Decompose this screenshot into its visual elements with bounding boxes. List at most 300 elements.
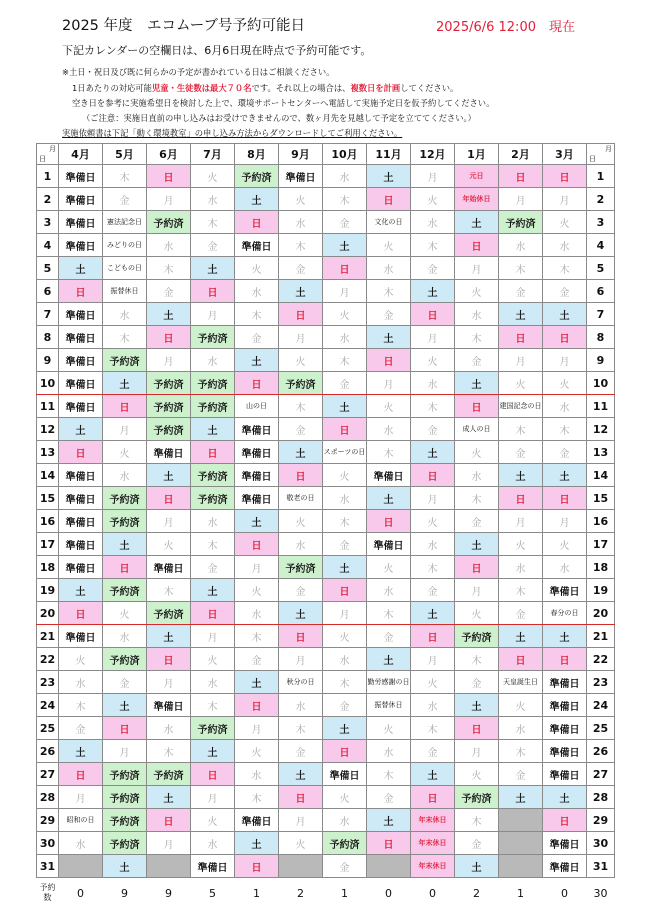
available-day-cell[interactable]: 水: [103, 464, 147, 487]
available-day-cell[interactable]: 木: [59, 694, 103, 717]
prep-day-cell: 準備日: [235, 809, 279, 832]
available-day-cell[interactable]: 月: [543, 349, 587, 372]
available-day-cell[interactable]: 水: [499, 556, 543, 579]
saturday-cell: 土: [59, 257, 103, 280]
available-day-cell[interactable]: 木: [499, 579, 543, 602]
available-day-cell[interactable]: 火: [499, 372, 543, 395]
available-day-cell[interactable]: 月: [323, 280, 367, 303]
saturday-cell: 土: [235, 349, 279, 372]
available-day-cell[interactable]: 月: [411, 487, 455, 510]
available-day-cell[interactable]: 木: [543, 418, 587, 441]
available-day-cell[interactable]: 水: [191, 349, 235, 372]
day-row: [37, 326, 615, 349]
available-day-cell[interactable]: 金: [59, 717, 103, 740]
available-day-cell[interactable]: 水: [367, 740, 411, 763]
available-day-cell[interactable]: 金: [455, 349, 499, 372]
saturday-cell: 土: [147, 786, 191, 809]
available-day-cell[interactable]: 木: [191, 533, 235, 556]
sunday-cell: 日: [279, 464, 323, 487]
reserved-cell: 予約済: [103, 832, 147, 855]
prep-day-cell: 準備日: [543, 740, 587, 763]
available-day-cell[interactable]: 木: [235, 625, 279, 648]
available-day-cell[interactable]: 火: [367, 556, 411, 579]
available-day-cell[interactable]: 金: [543, 280, 587, 303]
available-day-cell[interactable]: 月: [191, 303, 235, 326]
sunday-cell: 日: [235, 855, 279, 878]
available-day-cell[interactable]: 月: [147, 349, 191, 372]
day-number: 12: [587, 418, 615, 441]
available-day-cell[interactable]: 木: [367, 763, 411, 786]
available-day-cell[interactable]: 木: [499, 418, 543, 441]
available-day-cell[interactable]: 水: [59, 832, 103, 855]
available-day-cell[interactable]: 火: [235, 740, 279, 763]
day-number: 3: [37, 211, 59, 234]
saturday-cell: 土: [323, 395, 367, 418]
available-day-cell[interactable]: 火: [103, 441, 147, 464]
available-day-cell[interactable]: 水: [191, 832, 235, 855]
available-day-cell[interactable]: 水: [543, 556, 587, 579]
available-day-cell[interactable]: 月: [147, 832, 191, 855]
available-day-cell[interactable]: 金: [411, 418, 455, 441]
corner-day-label: 日: [589, 155, 596, 163]
available-day-cell[interactable]: 金: [499, 441, 543, 464]
prep-day-cell: 準備日: [543, 832, 587, 855]
available-day-cell[interactable]: 木: [455, 809, 499, 832]
available-day-cell[interactable]: 木: [279, 395, 323, 418]
day-number: 1: [37, 165, 59, 188]
available-day-cell[interactable]: 金: [411, 257, 455, 280]
available-day-cell[interactable]: 月: [103, 740, 147, 763]
available-day-cell[interactable]: 水: [543, 395, 587, 418]
sunday-cell: 日: [367, 349, 411, 372]
available-day-cell[interactable]: 木: [147, 579, 191, 602]
available-day-cell[interactable]: 木: [279, 234, 323, 257]
available-day-cell[interactable]: 水: [323, 165, 367, 188]
available-day-cell[interactable]: 金: [191, 556, 235, 579]
available-day-cell[interactable]: 金: [279, 257, 323, 280]
available-day-cell[interactable]: 火: [323, 464, 367, 487]
available-day-cell[interactable]: 水: [59, 671, 103, 694]
reserved-cell: 予約済: [147, 602, 191, 625]
available-day-cell[interactable]: 金: [367, 625, 411, 648]
sunday-cell: 日: [499, 487, 543, 510]
available-day-cell[interactable]: 木: [411, 234, 455, 257]
available-day-cell[interactable]: 金: [455, 671, 499, 694]
available-day-cell[interactable]: 月: [411, 326, 455, 349]
available-day-cell[interactable]: 月: [103, 418, 147, 441]
available-day-cell[interactable]: 木: [191, 694, 235, 717]
available-day-cell[interactable]: 火: [367, 717, 411, 740]
saturday-cell: 土: [191, 740, 235, 763]
day-row: [37, 648, 615, 671]
saturday-cell: 土: [279, 763, 323, 786]
available-day-cell[interactable]: 火: [455, 280, 499, 303]
available-day-cell[interactable]: 金: [147, 280, 191, 303]
available-day-cell[interactable]: 火: [367, 395, 411, 418]
reserved-cell: 予約済: [103, 786, 147, 809]
available-day-cell[interactable]: 月: [147, 671, 191, 694]
available-day-cell[interactable]: 木: [191, 211, 235, 234]
sunday-cell: 日: [543, 487, 587, 510]
available-day-cell[interactable]: 火: [543, 372, 587, 395]
available-day-cell[interactable]: 水: [323, 487, 367, 510]
month-header: 2月: [499, 144, 543, 165]
available-day-cell[interactable]: 金: [323, 372, 367, 395]
available-day-cell[interactable]: 火: [235, 257, 279, 280]
corner-cell-left: [37, 144, 59, 165]
day-number: 6: [37, 280, 59, 303]
available-day-cell[interactable]: 木: [455, 487, 499, 510]
available-day-cell[interactable]: 金: [499, 763, 543, 786]
saturday-cell: 土: [455, 533, 499, 556]
available-day-cell[interactable]: 水: [191, 671, 235, 694]
available-day-cell[interactable]: 月: [235, 717, 279, 740]
saturday-cell: 土: [103, 372, 147, 395]
sunday-cell: 日: [147, 326, 191, 349]
prep-day-cell: 準備日: [59, 349, 103, 372]
available-day-cell[interactable]: 火: [191, 165, 235, 188]
available-day-cell[interactable]: 火: [279, 832, 323, 855]
available-day-cell[interactable]: 月: [59, 786, 103, 809]
day-number: 15: [587, 487, 615, 510]
available-day-cell[interactable]: 水: [455, 303, 499, 326]
available-day-cell[interactable]: 水: [235, 280, 279, 303]
holiday-cell: 昭和の日: [59, 809, 103, 832]
available-day-cell[interactable]: 水: [499, 717, 543, 740]
available-day-cell[interactable]: 火: [411, 188, 455, 211]
available-day-cell[interactable]: 水: [411, 372, 455, 395]
sunday-cell: 日: [367, 832, 411, 855]
available-day-cell[interactable]: 火: [411, 671, 455, 694]
available-day-cell[interactable]: 月: [147, 510, 191, 533]
available-day-cell[interactable]: 火: [103, 602, 147, 625]
day-row: [37, 510, 615, 533]
available-day-cell[interactable]: 水: [279, 533, 323, 556]
available-day-cell[interactable]: 木: [455, 648, 499, 671]
day-row: [37, 556, 615, 579]
reserved-cell: 予約済: [191, 464, 235, 487]
available-day-cell[interactable]: 火: [411, 349, 455, 372]
available-day-cell[interactable]: 火: [543, 533, 587, 556]
month-header: 7月: [191, 144, 235, 165]
prep-day-cell: 準備日: [147, 694, 191, 717]
available-day-cell[interactable]: 金: [323, 533, 367, 556]
available-day-cell[interactable]: 月: [499, 510, 543, 533]
available-day-cell[interactable]: 金: [367, 303, 411, 326]
reserved-cell: 予約済: [455, 625, 499, 648]
available-day-cell[interactable]: 木: [279, 717, 323, 740]
available-day-cell[interactable]: 木: [323, 671, 367, 694]
prep-day-cell: 準備日: [367, 533, 411, 556]
saturday-cell: 土: [191, 418, 235, 441]
day-number: 30: [37, 832, 59, 855]
holiday-cell: 山の日: [235, 395, 279, 418]
available-day-cell[interactable]: 水: [323, 326, 367, 349]
saturday-cell: 土: [543, 786, 587, 809]
available-day-cell[interactable]: 月: [279, 809, 323, 832]
available-day-cell[interactable]: 金: [411, 740, 455, 763]
available-day-cell[interactable]: 金: [499, 602, 543, 625]
available-day-cell[interactable]: 金: [499, 280, 543, 303]
holiday-cell: 成人の日: [455, 418, 499, 441]
available-day-cell[interactable]: 金: [323, 211, 367, 234]
available-day-cell[interactable]: 水: [235, 763, 279, 786]
day-number: 27: [587, 763, 615, 786]
available-day-cell[interactable]: 木: [103, 326, 147, 349]
available-day-cell[interactable]: 月: [455, 579, 499, 602]
available-day-cell[interactable]: 木: [147, 257, 191, 280]
available-day-cell[interactable]: 木: [411, 717, 455, 740]
reserved-cell: 予約済: [103, 648, 147, 671]
note-multiple-days: 複数日を計画: [350, 83, 401, 93]
corner-month-label: 月: [49, 145, 56, 153]
available-day-cell[interactable]: 火: [543, 211, 587, 234]
available-day-cell[interactable]: 金: [367, 786, 411, 809]
available-day-cell[interactable]: 金: [543, 441, 587, 464]
available-day-cell[interactable]: 水: [191, 510, 235, 533]
day-number: 5: [37, 257, 59, 280]
available-day-cell[interactable]: 木: [367, 441, 411, 464]
sunday-cell: 日: [499, 165, 543, 188]
available-day-cell[interactable]: 水: [235, 602, 279, 625]
day-number: 11: [587, 395, 615, 418]
available-day-cell[interactable]: 水: [323, 809, 367, 832]
available-day-cell[interactable]: 木: [147, 740, 191, 763]
day-number: 23: [587, 671, 615, 694]
prep-day-cell: 準備日: [147, 441, 191, 464]
note-download-link[interactable]: 実施依頼書は下記「動く環境教室」の申し込み方法からダウンロードしてご利用ください。: [62, 128, 403, 138]
available-day-cell[interactable]: 水: [147, 717, 191, 740]
day-row: [37, 165, 615, 188]
sunday-cell: 日: [543, 648, 587, 671]
available-day-cell[interactable]: 水: [499, 234, 543, 257]
available-day-cell[interactable]: 水: [323, 648, 367, 671]
sunday-cell: 日: [411, 625, 455, 648]
sunday-cell: 日: [499, 326, 543, 349]
corner-day-label: 日: [39, 155, 46, 163]
available-day-cell[interactable]: 水: [279, 211, 323, 234]
available-day-cell[interactable]: 火: [455, 763, 499, 786]
unavailable-cell: [367, 855, 411, 878]
saturday-cell: 土: [59, 740, 103, 763]
available-day-cell[interactable]: 水: [279, 694, 323, 717]
saturday-cell: 土: [543, 625, 587, 648]
day-row: [37, 395, 615, 418]
holiday-cell: 憲法記念日: [103, 211, 147, 234]
day-row: [37, 625, 615, 648]
available-day-cell[interactable]: 火: [59, 648, 103, 671]
available-day-cell[interactable]: 木: [323, 510, 367, 533]
sunday-cell: 日: [59, 763, 103, 786]
available-day-cell[interactable]: 金: [235, 648, 279, 671]
saturday-cell: 土: [499, 464, 543, 487]
sunday-cell: 日: [543, 326, 587, 349]
available-day-cell[interactable]: 月: [323, 602, 367, 625]
available-day-cell[interactable]: 火: [455, 441, 499, 464]
sunday-cell: 日: [235, 533, 279, 556]
month-header-row: [37, 144, 615, 165]
available-day-cell[interactable]: 月: [279, 326, 323, 349]
day-number: 28: [37, 786, 59, 809]
holiday-cell: 振替休日: [367, 694, 411, 717]
available-day-cell[interactable]: 金: [103, 188, 147, 211]
available-day-cell[interactable]: 火: [279, 349, 323, 372]
available-day-cell[interactable]: 水: [103, 303, 147, 326]
available-day-cell[interactable]: 火: [323, 786, 367, 809]
holiday-cell: 元日: [455, 165, 499, 188]
month-count: 0: [561, 886, 568, 900]
available-day-cell[interactable]: 月: [191, 786, 235, 809]
day-number: 1: [587, 165, 615, 188]
prep-day-cell: 準備日: [543, 694, 587, 717]
available-day-cell[interactable]: 金: [455, 832, 499, 855]
day-number: 19: [37, 579, 59, 602]
sunday-cell: 日: [59, 441, 103, 464]
available-day-cell[interactable]: 木: [455, 326, 499, 349]
prep-day-cell: 準備日: [59, 556, 103, 579]
available-day-cell[interactable]: 金: [103, 671, 147, 694]
available-day-cell[interactable]: 月: [411, 165, 455, 188]
day-number: 24: [587, 694, 615, 717]
available-day-cell[interactable]: 木: [323, 188, 367, 211]
available-day-cell[interactable]: 月: [499, 349, 543, 372]
day-number: 13: [587, 441, 615, 464]
available-day-cell[interactable]: 金: [191, 234, 235, 257]
day-row: [37, 188, 615, 211]
available-day-cell[interactable]: 水: [367, 579, 411, 602]
available-day-cell[interactable]: 木: [499, 257, 543, 280]
available-day-cell[interactable]: 水: [367, 257, 411, 280]
day-number: 17: [37, 533, 59, 556]
day-row: [37, 717, 615, 740]
available-day-cell[interactable]: 金: [279, 418, 323, 441]
holiday-cell: 年末休日: [411, 832, 455, 855]
available-day-cell[interactable]: 金: [279, 740, 323, 763]
day-number: 3: [587, 211, 615, 234]
saturday-cell: 土: [499, 786, 543, 809]
day-number: 2: [587, 188, 615, 211]
month-header: 5月: [103, 144, 147, 165]
day-row: [37, 671, 615, 694]
available-day-cell[interactable]: 金: [323, 694, 367, 717]
sunday-cell: 日: [191, 441, 235, 464]
saturday-cell: 土: [499, 303, 543, 326]
available-day-cell[interactable]: 月: [411, 648, 455, 671]
month-header: 3月: [543, 144, 587, 165]
unavailable-cell: [279, 855, 323, 878]
reserved-cell: 予約済: [147, 211, 191, 234]
available-day-cell[interactable]: 月: [147, 188, 191, 211]
reserved-cell: 予約済: [191, 487, 235, 510]
available-day-cell[interactable]: 水: [411, 211, 455, 234]
available-day-cell[interactable]: 月: [191, 625, 235, 648]
available-day-cell[interactable]: 水: [411, 533, 455, 556]
available-day-cell[interactable]: 火: [455, 602, 499, 625]
month-header: 11月: [367, 144, 411, 165]
day-row: [37, 579, 615, 602]
holiday-cell: 天皇誕生日: [499, 671, 543, 694]
available-day-cell[interactable]: 木: [103, 165, 147, 188]
available-day-cell[interactable]: 木: [411, 556, 455, 579]
available-day-cell[interactable]: 木: [367, 280, 411, 303]
available-day-cell[interactable]: 火: [323, 625, 367, 648]
available-day-cell[interactable]: 木: [411, 395, 455, 418]
available-day-cell[interactable]: 月: [543, 510, 587, 533]
day-number: 19: [587, 579, 615, 602]
available-day-cell[interactable]: 木: [235, 303, 279, 326]
available-day-cell[interactable]: 火: [191, 809, 235, 832]
available-day-cell[interactable]: 月: [543, 188, 587, 211]
day-number: 7: [587, 303, 615, 326]
available-day-cell[interactable]: 木: [367, 602, 411, 625]
month-count: 2: [297, 886, 304, 900]
available-day-cell[interactable]: 水: [543, 234, 587, 257]
available-day-cell[interactable]: 火: [411, 510, 455, 533]
saturday-cell: 土: [455, 372, 499, 395]
available-day-cell[interactable]: 月: [455, 740, 499, 763]
prep-day-cell: 準備日: [59, 326, 103, 349]
sunday-cell: 日: [191, 602, 235, 625]
sunday-cell: 日: [367, 188, 411, 211]
available-day-cell[interactable]: 金: [323, 855, 367, 878]
available-day-cell[interactable]: 水: [367, 418, 411, 441]
available-day-cell[interactable]: 火: [279, 188, 323, 211]
sunday-cell: 日: [323, 257, 367, 280]
prep-day-cell: 準備日: [59, 188, 103, 211]
month-count: 0: [429, 886, 436, 900]
prep-day-cell: 準備日: [59, 211, 103, 234]
available-day-cell[interactable]: 火: [147, 533, 191, 556]
available-day-cell[interactable]: 火: [279, 510, 323, 533]
prep-day-cell: 準備日: [59, 165, 103, 188]
available-day-cell[interactable]: 月: [279, 648, 323, 671]
available-day-cell[interactable]: 金: [279, 579, 323, 602]
available-day-cell[interactable]: 水: [455, 464, 499, 487]
holiday-cell: みどりの日: [103, 234, 147, 257]
available-day-cell[interactable]: 月: [235, 556, 279, 579]
available-day-cell[interactable]: 木: [499, 740, 543, 763]
available-day-cell[interactable]: 水: [147, 234, 191, 257]
available-day-cell[interactable]: 水: [411, 694, 455, 717]
available-day-cell[interactable]: 木: [543, 257, 587, 280]
available-day-cell[interactable]: 火: [499, 694, 543, 717]
available-day-cell[interactable]: 木: [323, 349, 367, 372]
saturday-cell: 土: [323, 717, 367, 740]
available-day-cell[interactable]: 水: [103, 625, 147, 648]
available-day-cell[interactable]: 金: [411, 579, 455, 602]
available-day-cell[interactable]: 金: [235, 326, 279, 349]
available-day-cell[interactable]: 木: [235, 786, 279, 809]
day-row: [37, 372, 615, 395]
available-day-cell[interactable]: 火: [323, 303, 367, 326]
month-header: 9月: [279, 144, 323, 165]
available-day-cell[interactable]: 火: [235, 579, 279, 602]
sunday-cell: 日: [147, 648, 191, 671]
available-day-cell[interactable]: 月: [499, 188, 543, 211]
saturday-cell: 土: [147, 625, 191, 648]
available-day-cell[interactable]: 火: [499, 533, 543, 556]
available-day-cell[interactable]: 月: [367, 372, 411, 395]
available-day-cell[interactable]: 水: [191, 188, 235, 211]
available-day-cell[interactable]: 火: [191, 648, 235, 671]
day-number: 13: [37, 441, 59, 464]
reserved-cell: 予約済: [147, 372, 191, 395]
available-day-cell[interactable]: 月: [455, 257, 499, 280]
holiday-cell: 春分の日: [543, 602, 587, 625]
available-day-cell[interactable]: 火: [367, 234, 411, 257]
available-day-cell[interactable]: 金: [455, 510, 499, 533]
sunday-cell: 日: [103, 395, 147, 418]
